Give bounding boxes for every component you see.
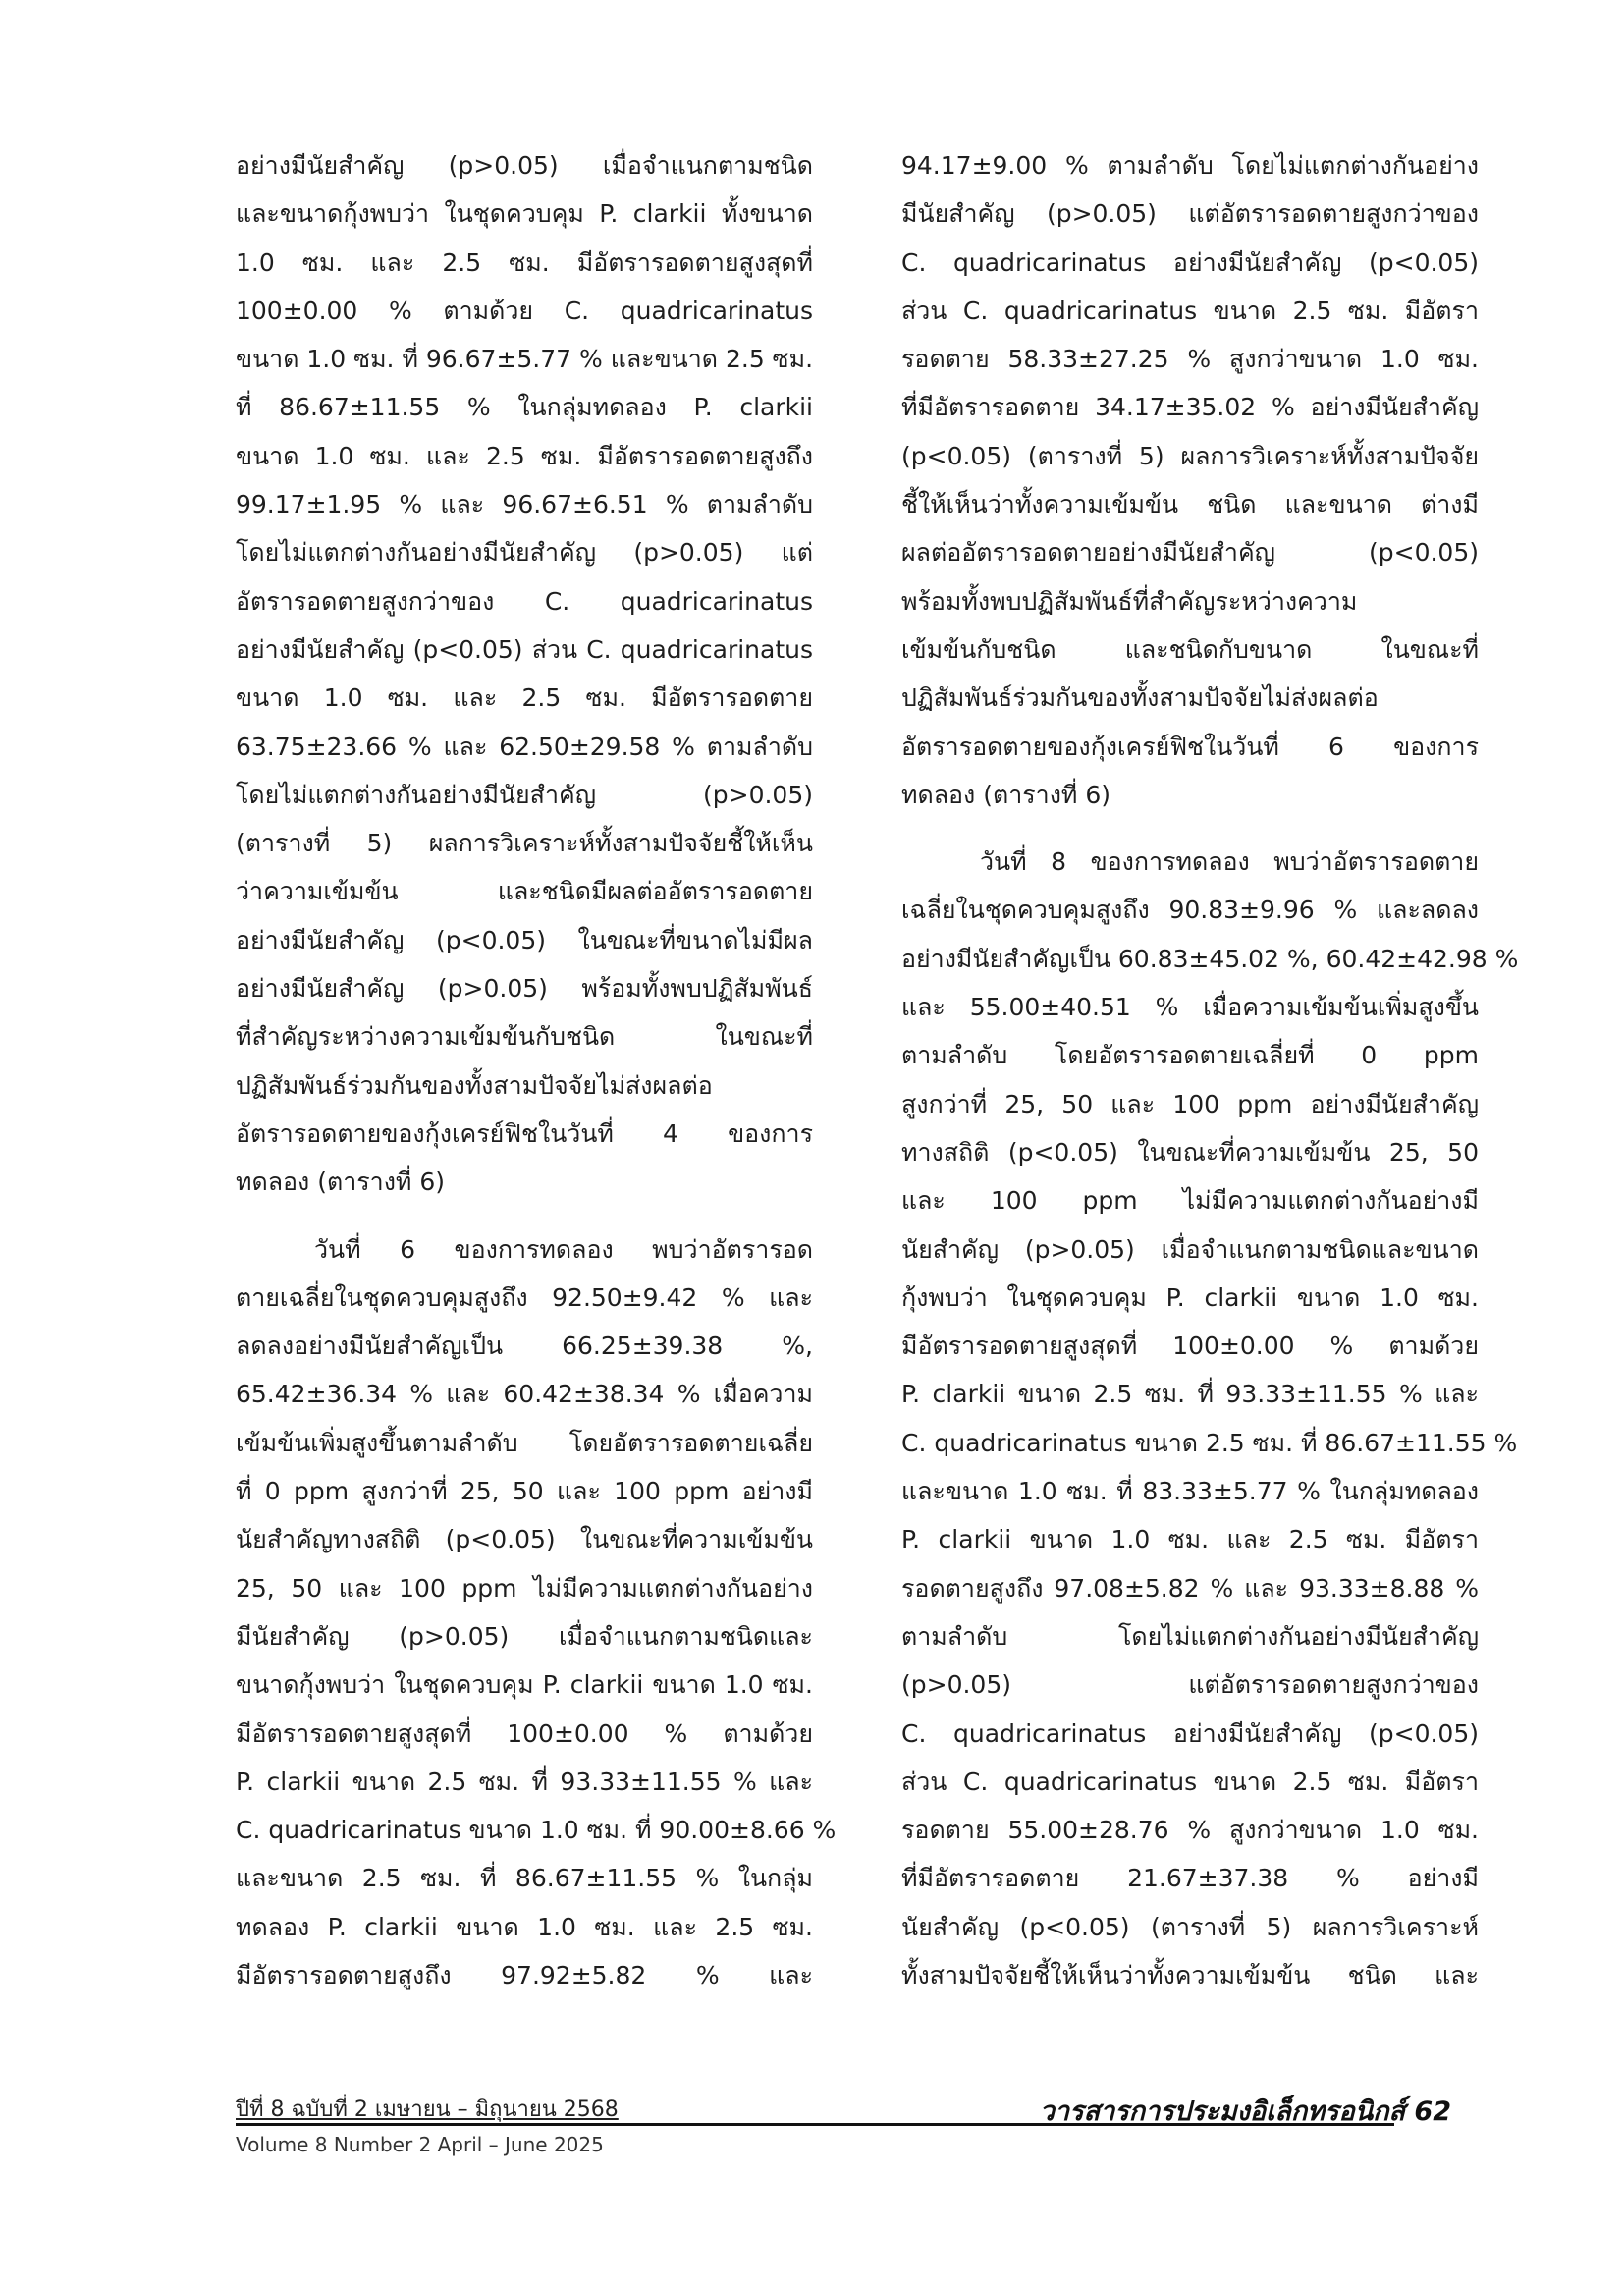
text-line: ทางสถิติ (p<0.05) ในขณะที่ความเข้มข้น 25, 50	[901, 1137, 1479, 1167]
text-line: (p>0.05) แต่อัตรารอดตายสูงกว่าของ	[901, 1670, 1479, 1700]
text-line: ที่ 0 ppm สูงกว่าที่ 25, 50 และ 100 ppm อย่างมี	[236, 1477, 813, 1506]
text-line: C. quadricarinatus อย่างมีนัยสำคัญ (p<0.05)	[901, 1718, 1479, 1748]
text-line: ขนาดกุ้งพบว่า ในชุดควบคุม P. clarkii ขนาด 1.0 ซม.	[236, 1670, 813, 1700]
text-line: ชี้ให้เห็นว่าทั้งความเข้มข้น ชนิด และขนาด ต่างมี	[901, 490, 1479, 519]
text-line: เฉลี่ยในชุดควบคุมสูงถึง 90.83±9.96 % และลดลง	[901, 896, 1479, 925]
text-line: โดยไม่แตกต่างกันอย่างมีนัยสำคัญ (p>0.05) แต่	[236, 538, 813, 568]
text-line: นัยสำคัญ (p<0.05) (ตารางที่ 5) ผลการวิเคราะห์	[901, 1912, 1479, 1941]
text-line: ตายเฉลี่ยในชุดควบคุมสูงถึง 92.50±9.42 % และ	[236, 1282, 813, 1312]
text-line: อัตรารอดตายของกุ้งเครย์ฟิชในวันที่ 6 ของการ	[901, 732, 1479, 761]
text-line: โดยไม่แตกต่างกันอย่างมีนัยสำคัญ (p>0.05)	[236, 780, 813, 809]
paragraph-start-line: วันที่ 6 ของการทดลอง พบว่าอัตรารอด	[314, 1234, 813, 1264]
journal-title: วารสารการประมงอิเล็กทรอนิกส์	[1039, 2096, 1406, 2127]
text-line: (ตารางที่ 5) ผลการวิเคราะห์ทั้งสามปัจจัยชี้ให้เห็น	[236, 829, 813, 858]
text-line: และขนาด 2.5 ซม. ที่ 86.67±11.55 % ในกลุ่ม	[236, 1864, 813, 1893]
text-line: 25, 50 และ 100 ppm ไม่มีความแตกต่างกันอย่าง	[236, 1573, 813, 1603]
text-line: ที่มีอัตรารอดตาย 34.17±35.02 % อย่างมีนัยสำคัญ	[901, 393, 1479, 422]
paragraph-start-line: วันที่ 8 ของการทดลอง พบว่าอัตรารอดตาย	[980, 847, 1479, 877]
text-line: ปฏิสัมพันธ์ร่วมกันของทั้งสามปัจจัยไม่ส่งผลต่อ	[901, 683, 1379, 713]
page-number: 62	[1414, 2096, 1451, 2127]
text-line: C. quadricarinatus ขนาด 2.5 ซม. ที่ 86.67±11.55 %	[901, 1428, 1518, 1457]
text-line: ขนาด 1.0 ซม. ที่ 96.67±5.77 % และขนาด 2.5 ซม.	[236, 345, 814, 374]
text-line: ว่าความเข้มข้น และชนิดมีผลต่ออัตรารอดตาย	[236, 877, 813, 906]
text-line: และขนาด 1.0 ซม. ที่ 83.33±5.77 % ในกลุ่มทดลอง	[901, 1477, 1479, 1506]
text-line: นัยสำคัญทางสถิติ (p<0.05) ในขณะที่ความเข้มข้น	[236, 1525, 813, 1554]
text-line: อย่างมีนัยสำคัญเป็น 60.83±45.02 %, 60.42±42.98 %	[901, 944, 1519, 973]
text-line: และ 55.00±40.51 % เมื่อความเข้มข้นเพิ่มสูงขึ้น	[901, 993, 1479, 1022]
text-line: ที่สำคัญระหว่างความเข้มข้นกับชนิด ในขณะที่	[236, 1022, 813, 1052]
text-line: ขนาด 1.0 ซม. และ 2.5 ซม. มีอัตรารอดตาย	[236, 683, 813, 713]
text-line: ส่วน C. quadricarinatus ขนาด 2.5 ซม. มีอัตรา	[901, 296, 1479, 325]
footer-journal	[1040, 2090, 1451, 2132]
right-column	[901, 141, 1519, 1999]
text-line: รอดตาย 55.00±28.76 % สูงกว่าขนาด 1.0 ซม.	[901, 1816, 1479, 1845]
text-line: และ 100 ppm ไม่มีความแตกต่างกันอย่างมี	[901, 1186, 1479, 1216]
text-line: C. quadricarinatus ขนาด 1.0 ซม. ที่ 90.00±8.66 %	[236, 1816, 837, 1845]
text-line: ตามลำดับ โดยไม่แตกต่างกันอย่างมีนัยสำคัญ	[901, 1621, 1479, 1651]
text-line: พร้อมทั้งพบปฏิสัมพันธ์ที่สำคัญระหว่างความ	[901, 586, 1358, 616]
text-line: ที่ 86.67±11.55 % ในกลุ่มทดลอง P. clarkii	[236, 393, 813, 422]
text-line: อัตรารอดตายของกุ้งเครย์ฟิชในวันที่ 4 ของการ	[236, 1118, 813, 1148]
text-line: อย่างมีนัยสำคัญ (p<0.05) ส่วน C. quadricarinatus	[236, 634, 813, 664]
text-line: มีนัยสำคัญ (p>0.05) แต่อัตรารอดตายสูงกว่าของ	[901, 199, 1479, 229]
text-line: นัยสำคัญ (p>0.05) เมื่อจำแนกตามชนิดและขนาด	[901, 1234, 1479, 1264]
text-line: สูงกว่าที่ 25, 50 และ 100 ppm อย่างมีนัยสำคัญ	[901, 1089, 1479, 1118]
text-line: (p<0.05) (ตารางที่ 5) ผลการวิเคราะห์ทั้งสามปัจจัย	[901, 441, 1479, 470]
text-line: ขนาด 1.0 ซม. และ 2.5 ซม. มีอัตรารอดตายสูงถึง	[236, 441, 813, 470]
text-line: รอดตายสูงถึง 97.08±5.82 % และ 93.33±8.88 %	[901, 1573, 1479, 1603]
text-line: 63.75±23.66 % และ 62.50±29.58 % ตามลำดับ	[236, 732, 813, 761]
text-line: 1.0 ซม. และ 2.5 ซม. มีอัตรารอดตายสูงสุดที่	[236, 247, 813, 277]
text-line: มีอัตรารอดตายสูงสุดที่ 100±0.00 % ตามด้วย	[236, 1718, 813, 1748]
text-line: ผลต่ออัตรารอดตายอย่างมีนัยสำคัญ (p<0.05)	[901, 538, 1479, 568]
text-line: P. clarkii ขนาด 2.5 ซม. ที่ 93.33±11.55 % และ	[236, 1767, 813, 1796]
text-line: อย่างมีนัยสำคัญ (p>0.05) เมื่อจำแนกตามชนิด	[236, 151, 813, 180]
text-line: เข้มข้นกับชนิด และชนิดกับขนาด ในขณะที่	[901, 634, 1479, 664]
text-line: มีอัตรารอดตายสูงสุดที่ 100±0.00 % ตามด้วย	[901, 1332, 1479, 1361]
text-line: P. clarkii ขนาด 2.5 ซม. ที่ 93.33±11.55 % และ	[901, 1380, 1479, 1409]
text-line: ทดลอง P. clarkii ขนาด 1.0 ซม. และ 2.5 ซม.	[236, 1912, 813, 1941]
text-line: ตามลำดับ โดยอัตรารอดตายเฉลี่ยที่ 0 ppm	[901, 1041, 1479, 1070]
text-line: มีนัยสำคัญ (p>0.05) เมื่อจำแนกตามชนิดและ	[236, 1621, 813, 1651]
text-line: และขนาดกุ้งพบว่า ในชุดควบคุม P. clarkii ทั้งขนาด	[236, 199, 813, 229]
text-line: ปฏิสัมพันธ์ร่วมกันของทั้งสามปัจจัยไม่ส่งผลต่อ	[236, 1070, 713, 1100]
text-line: ทดลอง (ตารางที่ 6)	[901, 780, 1110, 809]
footer-issue-thai: ปีที่ 8 ฉบับที่ 2 เมษายน – มิถุนายน 2568	[236, 2097, 619, 2122]
text-line: อย่างมีนัยสำคัญ (p>0.05) พร้อมทั้งพบปฏิสัมพันธ์	[236, 974, 813, 1004]
text-line: กุ้งพบว่า ในชุดควบคุม P. clarkii ขนาด 1.0 ซม.	[901, 1282, 1479, 1312]
text-line: C. quadricarinatus อย่างมีนัยสำคัญ (p<0.05)	[901, 247, 1479, 277]
text-line: 65.42±36.34 % และ 60.42±38.34 % เมื่อความ	[236, 1380, 813, 1409]
text-line: มีอัตรารอดตายสูงถึง 97.92±5.82 % และ	[236, 1960, 813, 1989]
left-column	[236, 141, 837, 1999]
text-line: อัตรารอดตายสูงกว่าของ C. quadricarinatus	[236, 586, 813, 616]
text-line: ทั้งสามปัจจัยชี้ให้เห็นว่าทั้งความเข้มข้น ชนิด และ	[901, 1960, 1479, 1989]
text-line: เข้มข้นเพิ่มสูงขึ้นตามลำดับ โดยอัตรารอดตายเฉลี่ย	[236, 1428, 813, 1457]
text-line: อย่างมีนัยสำคัญ (p<0.05) ในขณะที่ขนาดไม่มีผล	[236, 925, 813, 954]
text-line: 100±0.00 % ตามด้วย C. quadricarinatus	[236, 296, 813, 325]
text-line: 99.17±1.95 % และ 96.67±6.51 % ตามลำดับ	[236, 490, 813, 519]
text-line: ส่วน C. quadricarinatus ขนาด 2.5 ซม. มีอัตรา	[901, 1767, 1479, 1796]
text-line: 94.17±9.00 % ตามลำดับ โดยไม่แตกต่างกันอย่าง	[901, 151, 1479, 180]
text-line: ลดลงอย่างมีนัยสำคัญเป็น 66.25±39.38 %,	[236, 1332, 813, 1361]
footer-issue-english: Volume 8 Number 2 April – June 2025	[236, 2133, 604, 2156]
text-line: P. clarkii ขนาด 1.0 ซม. และ 2.5 ซม. มีอัตรา	[901, 1525, 1479, 1554]
text-line: รอดตาย 58.33±27.25 % สูงกว่าขนาด 1.0 ซม.	[901, 345, 1479, 374]
text-line: ทดลอง (ตารางที่ 6)	[236, 1168, 445, 1197]
text-line: ที่มีอัตรารอดตาย 21.67±37.38 % อย่างมี	[901, 1864, 1479, 1893]
